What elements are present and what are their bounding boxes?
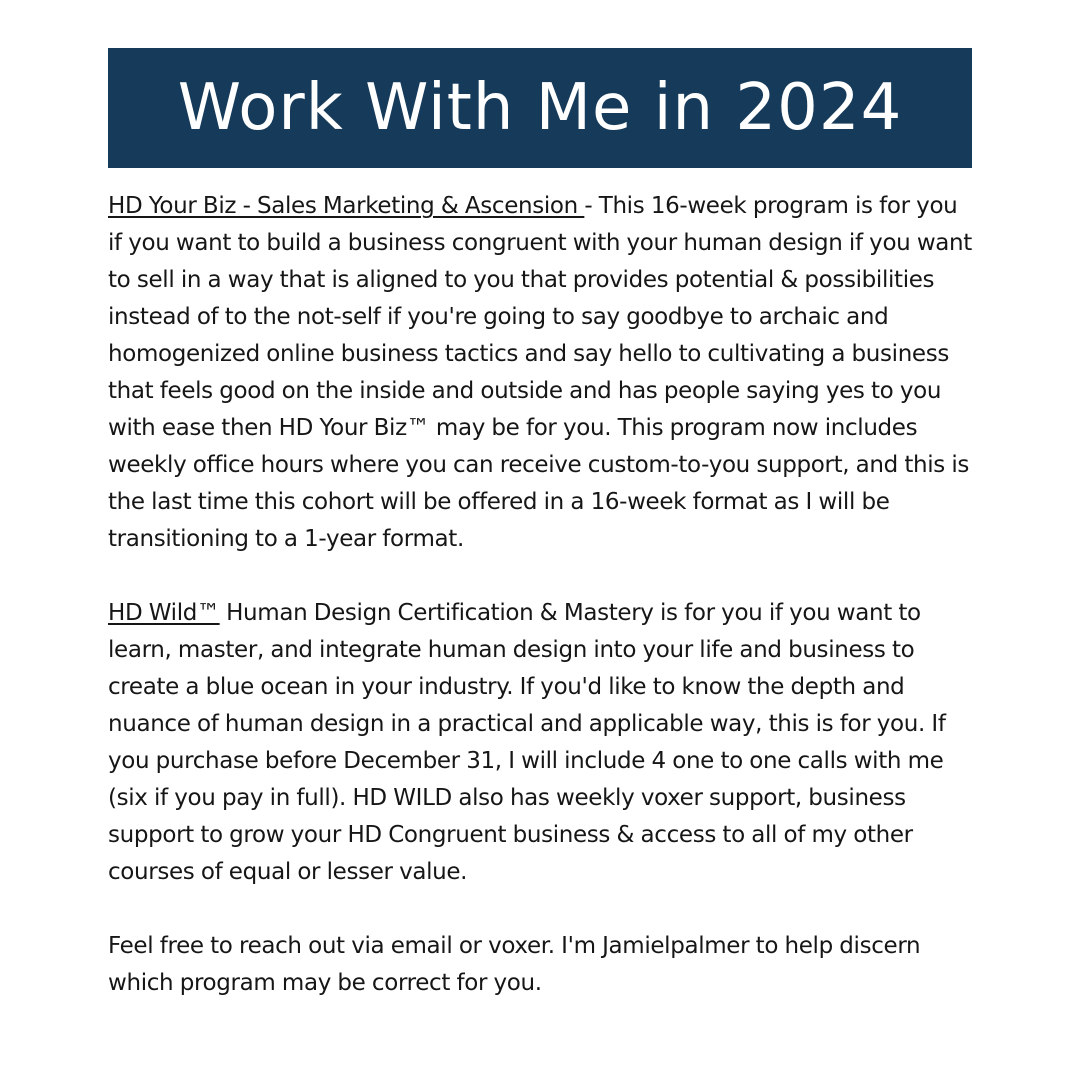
wild-paragraph (108, 595, 972, 891)
hd-wild-link[interactable]: HD Wild™ (108, 600, 220, 626)
biz-description: - This 16-week program is for you if you want to build a business congruent with your human design if you want to sell in a way that is aligned to you that provides potential & possibilities instead of to the not-self if you're going to say goodbye to archaic and homogenized online business tactics and say hello to cultivating a business that feels good on the inside and outside and has people saying yes to you with ease then HD Your Biz™ may be for you. This program now includes weekly office hours where you can receive custom-to-you support, and this is the last time this cohort will be offered in a 16-week format as I will be transitioning to a 1-year format. (108, 193, 972, 552)
title-banner (108, 48, 972, 168)
wild-description: Human Design Certification & Mastery is for you if you want to learn, master, and integrate human design into your life and business to create a blue ocean in your industry. If you'd like to know the depth and nuance of human design in a practical and applicable way, this is for you. If you purchase before December 31, I will include 4 one to one calls with me (six if you pay in full). HD WILD also has weekly voxer support, business support to grow your HD Congruent business & access to all of my other courses of equal or lesser value. (108, 600, 946, 885)
contact-paragraph: Feel free to reach out via email or voxer. I'm Jamielpalmer to help discern which program may be correct for you. (108, 933, 921, 996)
content-body (108, 188, 972, 1039)
biz-paragraph (108, 188, 972, 558)
page-title: Work With Me in 2024 (177, 71, 903, 145)
hd-your-biz-link[interactable]: HD Your Biz - Sales Marketing & Ascension (108, 193, 585, 219)
